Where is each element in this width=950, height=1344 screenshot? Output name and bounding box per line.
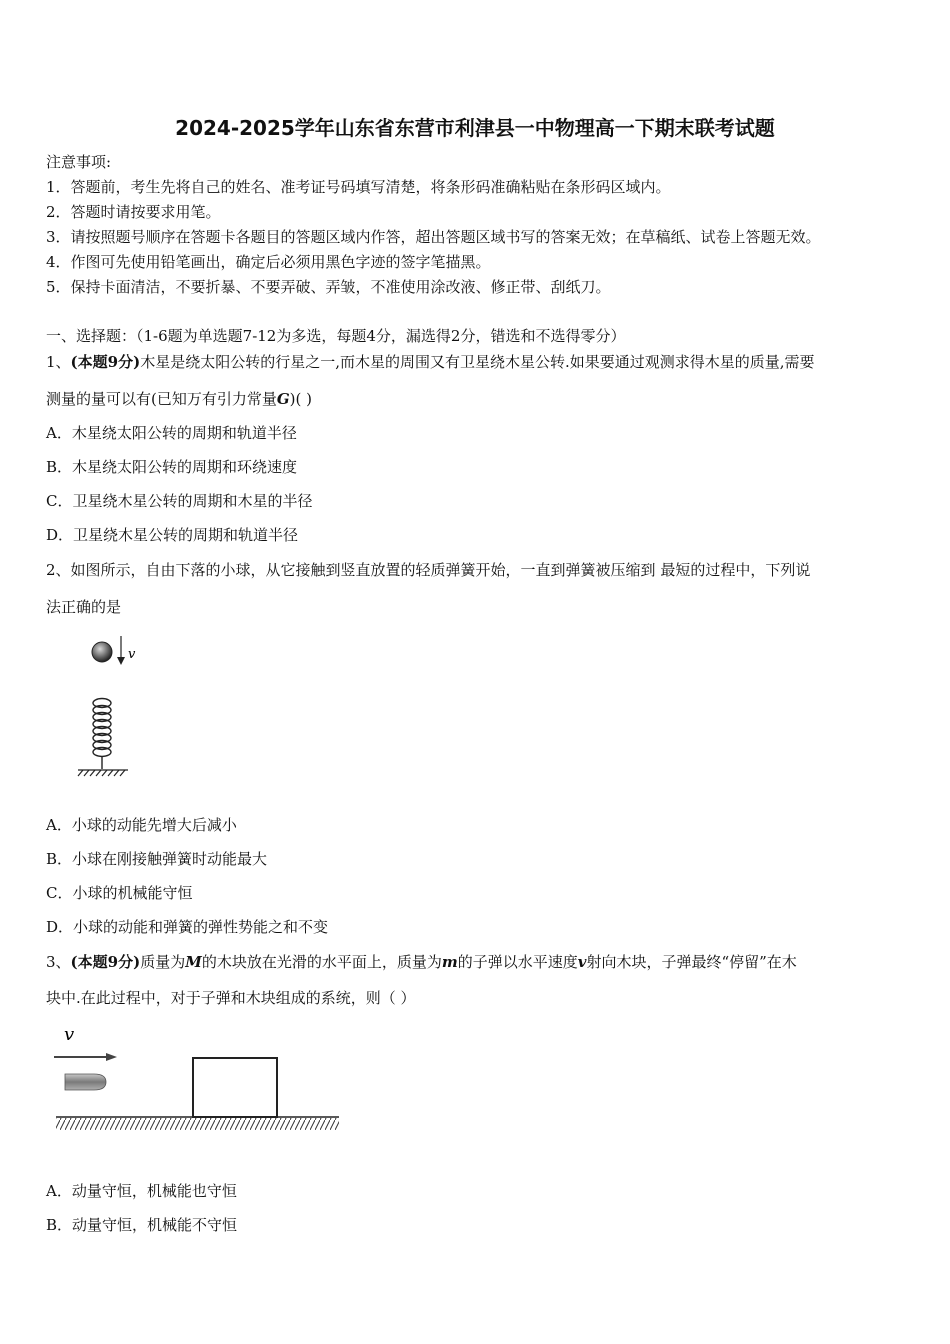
notice-item: 4．作图可先使用铅笔画出，确定后必须用黑色字迹的签字笔描黑。 <box>46 253 491 271</box>
wood-block-icon <box>193 1058 277 1117</box>
q3-option-b: B．动量守恒，机械能不守恒 <box>46 1216 238 1234</box>
velocity-label: v <box>128 647 136 662</box>
q2-option-d: D．小球的动能和弹簧的弹性势能之和不变 <box>46 918 329 936</box>
ground-icon <box>78 770 128 776</box>
question-3-line-2: 块中.在此过程中，对于子弹和木块组成的系统，则（ ） <box>46 989 416 1007</box>
variable-v: v <box>577 953 587 971</box>
variable-M: M <box>185 953 202 971</box>
variable-G: G <box>276 390 290 408</box>
question-tag: (本题9分) <box>70 353 141 371</box>
ball-spring-figure <box>70 630 150 785</box>
exam-title: 2024-2025学年山东省东营市利津县一中物理高一下期末联考试题 <box>175 116 775 140</box>
spring-icon <box>93 699 111 770</box>
question-text: 木星是绕太阳公转的行星之一,而木星的周围又有卫星绕木星公转.如果要通过观测求得木星的质量,需要 <box>140 353 815 371</box>
section-heading: 一、选择题：（1-6题为单选题7-12为多选，每题4分，漏选得2分，错选和不选得零分） <box>46 327 626 345</box>
q1-option-c: C．卫星绕木星公转的周期和木星的半径 <box>46 492 313 510</box>
ball-icon <box>92 642 112 662</box>
question-tag: (本题9分) <box>70 953 141 971</box>
question-text: )( ) <box>289 390 312 408</box>
velocity-label: v <box>64 1024 75 1045</box>
q2-option-a: A．小球的动能先增大后减小 <box>46 816 237 834</box>
notice-item: 2．答题时请按要求用笔。 <box>46 203 221 221</box>
q1-option-d: D．卫星绕木星公转的周期和轨道半径 <box>46 526 299 544</box>
q1-option-a: A．木星绕太阳公转的周期和轨道半径 <box>46 424 297 442</box>
question-text: 测量的量可以有(已知万有引力常量 <box>46 390 277 408</box>
q2-option-c: C．小球的机械能守恒 <box>46 884 193 902</box>
ground-hatch <box>56 1118 339 1130</box>
bullet-icon <box>65 1074 106 1090</box>
q1-option-b: B．木星绕太阳公转的周期和环绕速度 <box>46 458 298 476</box>
notice-heading: 注意事项: <box>46 153 112 171</box>
notice-item: 1．答题前，考生先将自己的姓名、准考证号码填写清楚，将条形码准确粘贴在条形码区域内。 <box>46 178 671 196</box>
q3-option-a: A．动量守恒，机械能也守恒 <box>46 1182 237 1200</box>
question-3-line-1 <box>46 952 797 972</box>
bullet-block-figure <box>50 1020 345 1140</box>
question-2-line-1: 2、如图所示，自由下落的小球，从它接触到竖直放置的轻质弹簧开始，一直到弹簧被压缩到 最短的过程中，下列说 <box>46 561 811 579</box>
question-2-line-2: 法正确的是 <box>46 598 122 616</box>
question-number: 3、 <box>46 953 71 971</box>
question-text: 的子弹以水平速度 <box>457 953 578 971</box>
question-text: 的木块放在光滑的水平面上，质量为 <box>201 953 442 971</box>
q2-option-b: B．小球在刚接触弹簧时动能最大 <box>46 850 268 868</box>
question-number: 1、 <box>46 353 71 371</box>
question-1-line-1 <box>46 352 815 372</box>
notice-item: 3．请按照题号顺序在答题卡各题目的答题区域内作答，超出答题区域书写的答案无效；在草稿纸、试卷上答题无效。 <box>46 228 821 246</box>
velocity-arrow-icon <box>54 1053 117 1061</box>
question-text: 质量为 <box>140 953 186 971</box>
variable-m: m <box>441 953 458 971</box>
question-1-line-2 <box>46 389 312 409</box>
question-text: 射向木块，子弹最终“停留”在木 <box>586 953 797 971</box>
notice-item: 5．保持卡面清洁，不要折暴、不要弄破、弄皱，不准使用涂改液、修正带、刮纸刀。 <box>46 278 611 296</box>
